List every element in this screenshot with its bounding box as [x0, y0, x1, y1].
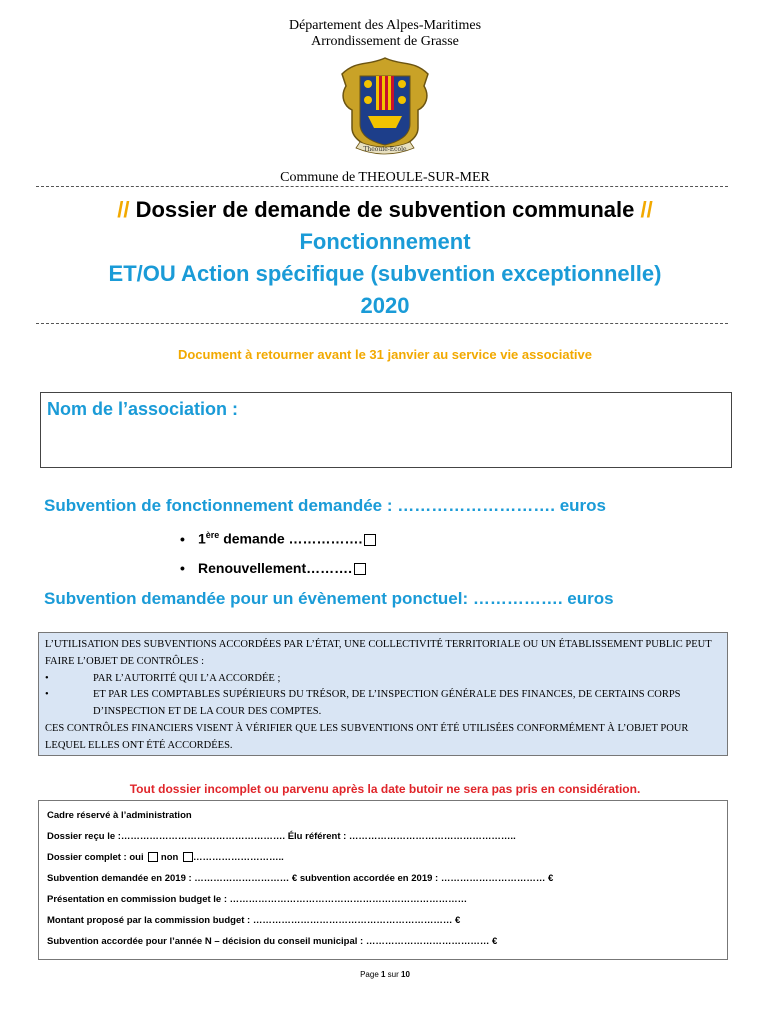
title-line-1	[0, 194, 770, 226]
title-slash-close: //	[640, 197, 653, 222]
page-prefix: Page	[360, 970, 381, 979]
coat-of-arms-icon	[338, 56, 432, 158]
title-line-4: 2020	[360, 293, 410, 318]
control-notice-box	[38, 632, 728, 756]
incomplete-warning: Tout dossier incomplet ou parvenu après la date butoir ne sera pas pris en considération.	[129, 782, 641, 796]
notice-line-1: L’UTILISATION DES SUBVENTIONS ACCORDÉES PAR L’ÉTAT, UNE COLLECTIVITÉ TERRITORIALE OU UN ÉTABLISSEMENT PUBLIC PEUT FAIRE L’OBJET DE CONTRÔLES :	[45, 639, 712, 667]
notice-bullet-2-text: ET PAR LES COMPTABLES SUPÉRIEURS DU TRÉSOR, DE L’INSPECTION GÉNÉRALE DES FINANCES, DE CERTAINS CORPS D’INSPECTION ET DE LA COUR DES COMPTES.	[93, 689, 681, 718]
renewal-label: Renouvellement……….	[198, 560, 353, 576]
complete-no-checkbox[interactable]	[183, 852, 193, 862]
admin-reserved-box	[38, 800, 728, 960]
bullet-icon: •	[180, 560, 185, 576]
notice-bullet-1-text: PAR L’AUTORITÉ QUI L’A ACCORDÉE ;	[93, 672, 281, 684]
admin-proposed: Montant proposé par la commission budget : ……………………………………………………… €	[47, 915, 461, 926]
admin-complete-dots: ………………………..	[192, 852, 284, 863]
arrondissement-name: Arrondissement de Grasse	[311, 34, 459, 49]
notice-bullet-1	[45, 671, 721, 688]
admin-heading: Cadre réservé à l’administration	[47, 810, 192, 821]
title-slash-open: //	[117, 197, 130, 222]
association-name-label: Nom de l’association :	[47, 399, 239, 419]
first-request-label: demande …………….	[219, 530, 363, 547]
bullet-icon: •	[45, 689, 49, 701]
page-number: 1	[380, 970, 386, 979]
association-name-box[interactable]	[40, 392, 732, 468]
admin-received: Dossier reçu le :……………………………………………. Élu référent : ……………………………………………..	[47, 831, 516, 842]
first-request-sup: ère	[205, 530, 220, 540]
title-line-2: Fonctionnement	[299, 229, 471, 254]
event-subsidy-line: Subvention demandée pour un évènement ponctuel: ……………. euros	[44, 589, 614, 608]
admin-complete-no: non	[158, 852, 181, 863]
title-line-3: ET/OU Action spécifique (subvention exceptionnelle)	[108, 261, 662, 286]
complete-yes-checkbox[interactable]	[148, 852, 158, 862]
crest-motto: Theoule-Ecole	[363, 146, 407, 153]
notice-line-2: CES CONTRÔLES FINANCIERS VISENT À VÉRIFIER QUE LES SUBVENTIONS ONT ÉTÉ UTILISÉES CONFORMÉMENT À L’OBJET POUR LEQUEL ELLES ONT ÉTÉ ACCORDÉES.	[45, 722, 689, 751]
page-mid: sur	[385, 970, 401, 979]
title-main: Dossier de demande de subvention communale	[135, 197, 635, 222]
admin-granted: Subvention accordée pour l’année N – décision du conseil municipal : ………………………………… €	[47, 936, 498, 947]
renewal-checkbox[interactable]	[354, 563, 366, 575]
operating-subsidy-line: Subvention de fonctionnement demandée : ………………………. euros	[44, 496, 606, 515]
deadline-notice: Document à retourner avant le 31 janvier au service vie associative	[177, 347, 593, 362]
admin-complete-label: Dossier complet : oui	[47, 852, 147, 863]
commune-name: Commune de THEOULE-SUR-MER	[280, 170, 490, 185]
first-request-checkbox[interactable]	[364, 534, 376, 546]
page-total: 10	[401, 970, 410, 979]
first-request-prefix: 1	[198, 530, 206, 547]
admin-complete	[47, 847, 719, 868]
bullet-icon: •	[45, 672, 49, 684]
divider-top	[36, 186, 728, 187]
divider-bottom	[36, 323, 728, 324]
admin-presentation: Présentation en commission budget le : …………………………………………………………………	[47, 894, 468, 905]
department-header	[0, 18, 770, 50]
page-footer	[0, 970, 770, 979]
first-request-item	[180, 530, 376, 547]
bullet-icon: •	[180, 530, 185, 547]
document-title	[0, 194, 770, 322]
admin-requested: Subvention demandée en 2019 : ………………………… € subvention accordée en 2019 : …………………………… €	[47, 873, 554, 884]
renewal-item	[180, 560, 366, 576]
department-name: Département des Alpes-Maritimes	[288, 18, 482, 33]
notice-bullet-2	[45, 687, 721, 721]
